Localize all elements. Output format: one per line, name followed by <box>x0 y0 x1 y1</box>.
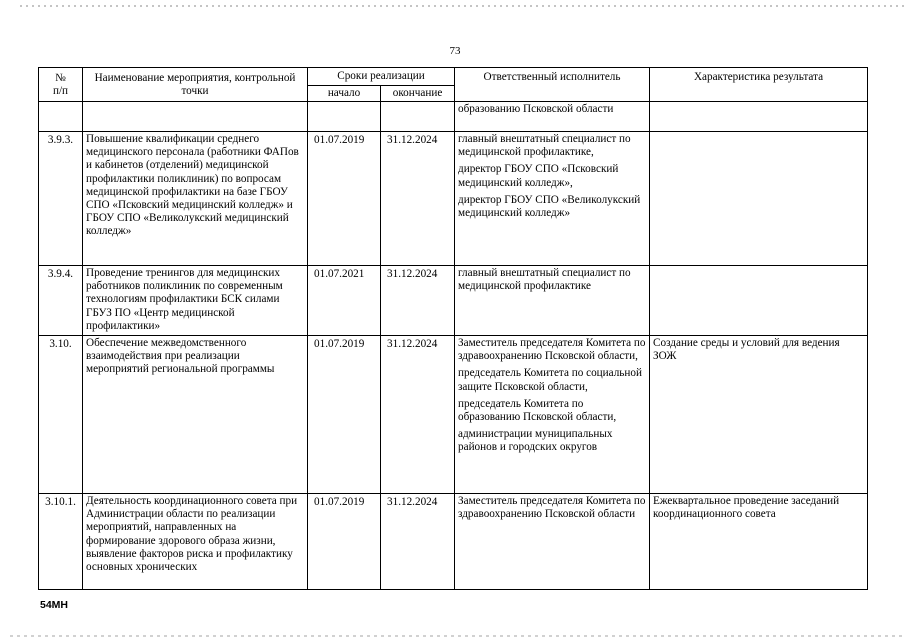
activity-name <box>83 102 308 132</box>
table-row <box>39 266 868 336</box>
start-date: 01.07.2019 <box>308 132 381 266</box>
header-start: начало <box>308 86 381 102</box>
responsible-entry: администрации муниципальных районов и городских округов <box>458 428 613 454</box>
end-date: 31.12.2024 <box>381 266 455 336</box>
responsible-executor <box>455 266 650 336</box>
activities-table <box>38 67 868 590</box>
end-date: 31.12.2024 <box>381 494 455 590</box>
table-row <box>39 494 868 590</box>
result-description <box>650 132 868 266</box>
header-result: Характеристика результата <box>650 68 868 102</box>
responsible-entry: директор ГБОУ СПО «Псковский медицинский колледж», <box>458 163 619 189</box>
table-row <box>39 132 868 266</box>
end-date: 31.12.2024 <box>381 336 455 494</box>
start-date: 01.07.2019 <box>308 336 381 494</box>
row-number: 3.10.1. <box>39 494 83 590</box>
row-number: 3.9.4. <box>39 266 83 336</box>
table-row <box>39 336 868 494</box>
result-description: Ежеквартальное проведение заседаний координационного совета <box>650 494 868 590</box>
activity-name: Повышение квалификации среднего медицинского персонала (работники ФАПов и кабинетов (отделений) медицинской профилактики поликлиник) по вопросам медицинской профилактики на базе ГБОУ СПО «Псковский медицинский колледж» и ГБОУ СПО «Великолукский медицинский колледж» <box>83 132 308 266</box>
header-responsible: Ответственный исполнитель <box>455 68 650 102</box>
start-date: 01.07.2019 <box>308 494 381 590</box>
scan-edge-top <box>20 5 905 7</box>
responsible-executor <box>455 494 650 590</box>
row-number: 3.10. <box>39 336 83 494</box>
responsible-entry: Заместитель председателя Комитета по здравоохранению Псковской области <box>458 495 646 521</box>
result-description <box>650 266 868 336</box>
header-number: № п/п <box>39 68 83 102</box>
activity-name: Обеспечение межведомственного взаимодействия при реализации мероприятий региональной программы <box>83 336 308 494</box>
start-date <box>308 102 381 132</box>
responsible-entry: главный внештатный специалист по медицинской профилактике, <box>458 133 631 159</box>
row-number <box>39 102 83 132</box>
responsible-entry: Заместитель председателя Комитета по здравоохранению Псковской области, <box>458 337 646 363</box>
end-date <box>381 102 455 132</box>
page-number: 73 <box>449 45 461 57</box>
responsible-executor <box>455 336 650 494</box>
table-row <box>39 102 868 132</box>
header-end: окончание <box>381 86 455 102</box>
responsible-entry: председатель Комитета по образованию Псковской области, <box>458 397 617 424</box>
start-date: 01.07.2021 <box>308 266 381 336</box>
activity-name: Проведение тренингов для медицинских работников поликлиник по современным технологиям профилактики БСК силами ГБУЗ ПО «Центр медицинской профилактики» <box>83 266 308 336</box>
activity-name: Деятельность координационного совета при Администрации области по реализации мероприятий, направленных на формирование здорового образа жизни, выявление факторов риска и профилактику основных хронических <box>83 494 308 590</box>
responsible-entry: образованию Псковской области <box>458 103 614 115</box>
responsible-executor <box>455 102 650 132</box>
responsible-entry: председатель Комитета по социальной защите Псковской области, <box>458 367 642 393</box>
responsible-entry: директор ГБОУ СПО «Великолукский медицинский колледж» <box>458 193 641 220</box>
responsible-entry: главный внештатный специалист по медицинской профилактике <box>458 267 631 293</box>
responsible-executor <box>455 132 650 266</box>
header-name: Наименование мероприятия, контрольной точки <box>83 68 308 102</box>
end-date: 31.12.2024 <box>381 132 455 266</box>
scan-edge-bottom <box>10 635 905 637</box>
header-dates: Сроки реализации <box>308 68 455 86</box>
result-description <box>650 102 868 132</box>
result-description: Создание среды и условий для ведения ЗОЖ <box>650 336 868 494</box>
row-number: 3.9.3. <box>39 132 83 266</box>
document-code: 54МН <box>40 599 69 611</box>
